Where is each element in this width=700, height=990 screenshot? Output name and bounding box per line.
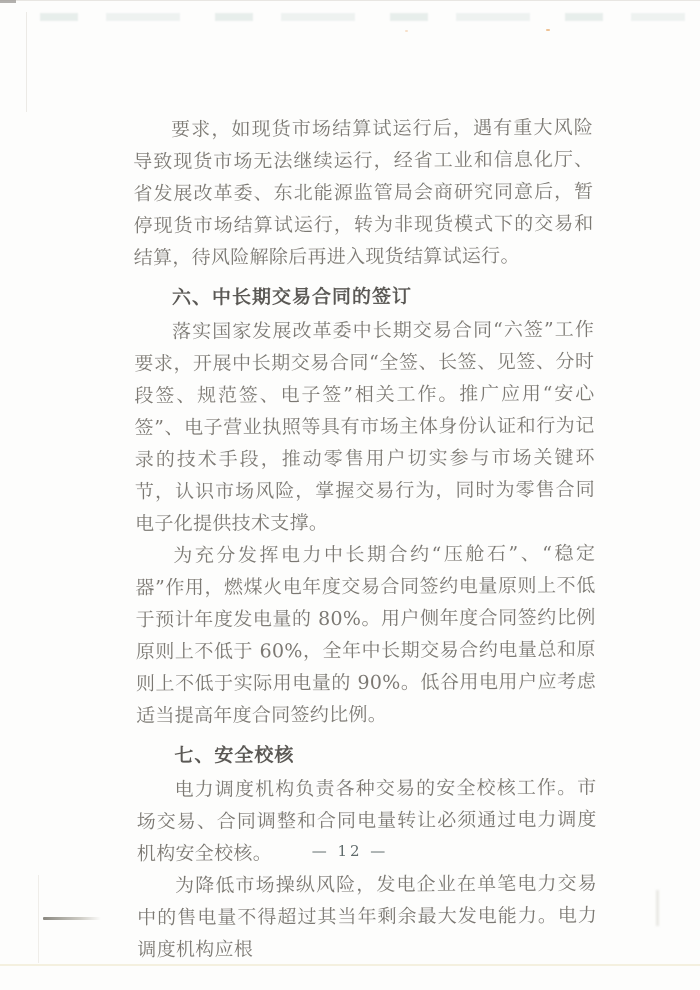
paragraph-six-sign-work: 落实国家发展改革委中长期交易合同“六签”工作要求，开展中长期交易合同“全签、长签、见签、分时段签、规范签、电子签”相关工作。推广应用“安心签”、电子营业执照等具有市场主体身份认证和行为记录的技术手段，推动零售用户切实参与市场关键环节，认识市场风险，掌握交易行为，同时为零售合同电子化提供技术支撑。 [134,318,596,535]
paragraph-market-manipulation-risk: 为降低市场操纵风险，发电企业在单笔电力交易中的售电量不得超过其当年剩余最大发电能力。电力调度机构应根 [137,872,598,961]
scan-artifact-corner-strip [0,0,16,3]
scan-artifact-bottom-dash [43,917,101,920]
scan-artifact-top-edge [0,0,700,1]
section-heading-6-midlongterm-contracts: 六、中长期交易合同的签订 [171,285,413,309]
paragraph-contract-quantity-ratios: 为充分发挥电力中长期合约“压舱石”、“稳定器”作用，燃煤火电年度交易合同签约电量原则上不低于预计年度发电量的 80%。用户侧年度合同签约比例原则上不低于 60%，全年中长期交易合约电量总和原则上不低于实际用电量的 90%。低谷用电用户应考虑适当提高年度合同签约比例。 [135,542,597,727]
paragraph-spot-market-settlement: 要求，如现货市场结算试运行后，遇有重大风险导致现货市场无法继续运行，经省工业和信息化厅、省发展改革委、东北能源监管局会商研究同意后，暂停现货市场结算试运行，转为非现货模式下的交易和结算，待风险解除后再进入现货结算试运行。 [133,116,594,269]
scan-artifact-left-line [26,12,27,112]
paragraph-dispatch-security-check: 电力调度机构负责各种交易的安全校核工作。市场交易、合同调整和合同电量转让必须通过电力调度机构安全校核。 [136,776,597,865]
scan-artifact-left-line [38,875,39,963]
section-heading-7-security-check: 七、安全校核 [174,744,295,767]
scan-artifact-speck [546,29,550,31]
scan-artifact-right-smudge [656,890,659,926]
page-number: — 12 — [311,842,389,860]
scan-artifact-speck [405,30,408,32]
document-body [133,112,597,966]
scan-artifact-streaks [40,13,685,21]
